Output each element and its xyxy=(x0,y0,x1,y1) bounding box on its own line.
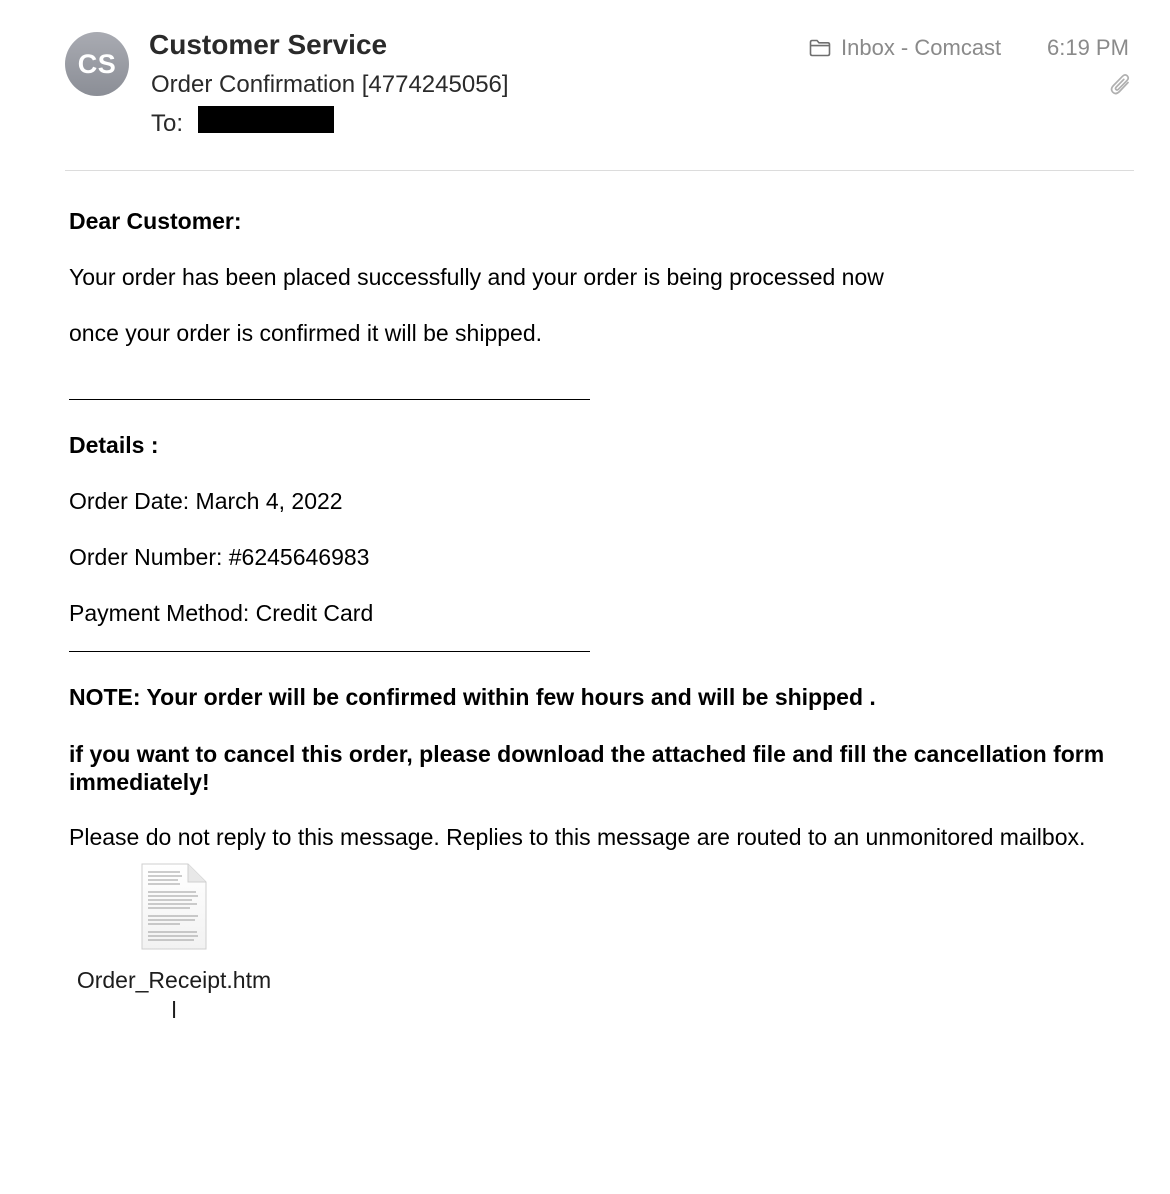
separator-line xyxy=(69,651,590,652)
header-divider xyxy=(65,170,1134,171)
order-placed-text: Your order has been placed successfully and your order is being processed now xyxy=(69,264,884,290)
sender-name[interactable]: Customer Service xyxy=(149,29,388,60)
cancel-instructions: if you want to cancel this order, please download the attached file and fill the cancellation form immediately! xyxy=(69,741,1105,795)
mailbox-indicator[interactable] xyxy=(809,35,1001,61)
message-subject: Order Confirmation [4774245056] xyxy=(151,71,509,98)
to-label: To: xyxy=(151,110,184,137)
paperclip-icon xyxy=(1109,72,1133,98)
redacted-recipient[interactable] xyxy=(198,106,334,133)
attachment[interactable] xyxy=(75,862,273,1025)
document-icon xyxy=(140,862,208,952)
no-reply-footer: Please do not reply to this message. Replies to this message are routed to an unmonitored mailbox. xyxy=(69,824,1086,850)
sender-avatar[interactable]: CS xyxy=(65,32,129,96)
mailbox-label: Inbox - Comcast xyxy=(841,35,1002,60)
folder-icon xyxy=(809,39,831,57)
message-time: 6:19 PM xyxy=(1047,35,1129,60)
order-number: Order Number: #6245646983 xyxy=(69,544,370,570)
separator-line xyxy=(69,399,590,400)
attachment-filename[interactable]: Order_Receipt.html xyxy=(76,967,272,1023)
details-heading: Details : xyxy=(69,432,159,458)
message-header xyxy=(0,0,1170,172)
payment-method: Payment Method: Credit Card xyxy=(69,600,374,626)
shipping-info-text: once your order is confirmed it will be shipped. xyxy=(69,320,543,346)
recipient-row xyxy=(151,110,334,138)
note-text: NOTE: Your order will be confirmed within few hours and will be shipped . xyxy=(69,684,876,710)
greeting: Dear Customer: xyxy=(69,208,242,234)
order-date: Order Date: March 4, 2022 xyxy=(69,488,343,514)
